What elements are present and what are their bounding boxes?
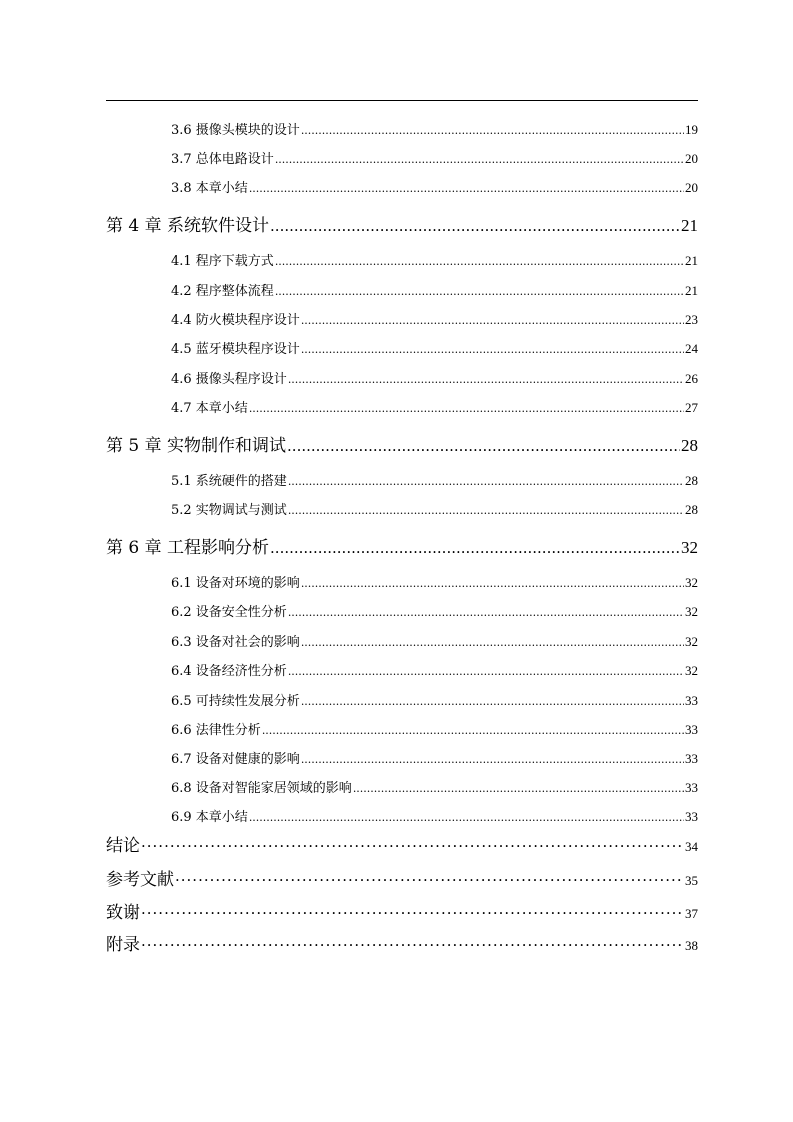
toc-leader (301, 313, 684, 328)
toc-entry-title: 5.2 实物调试与测试 (171, 503, 287, 518)
toc-leader (270, 216, 680, 236)
toc-entry-title: 参考文献 (106, 870, 174, 890)
toc-entry-title: 6.2 设备安全性分析 (171, 605, 287, 620)
toc-leader (249, 810, 684, 825)
toc-leader (353, 781, 684, 796)
toc-entry-page: 28 (685, 473, 698, 488)
toc-entry-title: 3.6 摄像头模块的设计 (171, 123, 300, 138)
toc-entry[interactable] (171, 719, 698, 739)
toc-leader (301, 123, 684, 138)
toc-entry-page: 33 (685, 751, 698, 766)
toc-entry[interactable] (171, 338, 698, 358)
toc-entry[interactable] (171, 309, 698, 329)
toc-entry[interactable] (171, 470, 698, 490)
toc-leader (287, 436, 680, 456)
toc-leader (288, 372, 684, 387)
toc-entry-title: 6.8 设备对智能家居领域的影响 (171, 781, 352, 796)
toc-entry-page: 33 (685, 693, 698, 708)
toc-leader (141, 935, 684, 955)
toc-entry[interactable] (171, 119, 698, 139)
toc-entry-title: 6.1 设备对环境的影响 (171, 576, 300, 591)
toc-entry[interactable] (171, 690, 698, 710)
toc-backmatter-entry[interactable] (106, 865, 698, 889)
toc-entry-title: 6.7 设备对健康的影响 (171, 752, 300, 767)
toc-entry-page: 19 (685, 122, 698, 137)
toc-entry-page: 32 (681, 538, 698, 557)
toc-entry-title: 附录 (106, 935, 140, 955)
toc-leader (288, 605, 684, 620)
toc-entry-page: 37 (685, 906, 698, 921)
toc-leader (275, 254, 684, 269)
toc-leader (301, 342, 684, 357)
toc-entry-page: 32 (685, 634, 698, 649)
toc-entry-title: 6.9 本章小结 (171, 810, 248, 825)
toc-entry[interactable] (171, 806, 698, 826)
toc-leader (249, 181, 684, 196)
toc-entry[interactable] (171, 148, 698, 168)
toc-entry[interactable] (171, 631, 698, 651)
toc-leader (141, 903, 684, 923)
toc-entry-title: 4.4 防火模块程序设计 (171, 313, 300, 328)
toc-entry[interactable] (171, 748, 698, 768)
toc-chapter-entry[interactable] (106, 431, 698, 455)
toc-leader (270, 538, 680, 558)
toc-entry[interactable] (171, 177, 698, 197)
toc-entry[interactable] (171, 499, 698, 519)
toc-entry-title: 4.7 本章小结 (171, 401, 248, 416)
toc-leader (301, 694, 684, 709)
toc-entry-page: 28 (685, 502, 698, 517)
toc-entry-page: 32 (685, 575, 698, 590)
toc-entry-title: 3.7 总体电路设计 (171, 152, 274, 167)
toc-entry[interactable] (171, 250, 698, 270)
toc-entry[interactable] (171, 368, 698, 388)
toc-entry[interactable] (171, 397, 698, 417)
toc-leader (288, 664, 684, 679)
toc-entry-page: 33 (685, 809, 698, 824)
toc-leader (141, 836, 684, 856)
toc-leader (275, 152, 684, 167)
header-rule (106, 100, 698, 101)
toc-entry-page: 26 (685, 371, 698, 386)
toc-leader (262, 723, 684, 738)
toc-entry-page: 20 (685, 180, 698, 195)
toc-entry[interactable] (171, 572, 698, 592)
toc-entry-page: 32 (685, 604, 698, 619)
toc-entry[interactable] (171, 777, 698, 797)
toc-entry-page: 28 (681, 436, 698, 455)
toc-entry-title: 5.1 系统硬件的搭建 (171, 474, 287, 489)
toc-leader (275, 284, 684, 299)
toc-entry[interactable] (171, 660, 698, 680)
toc-entry-page: 32 (685, 663, 698, 678)
toc-entry-page: 35 (685, 873, 698, 888)
toc-entry-title: 第 6 章 工程影响分析 (106, 538, 270, 558)
toc-entry-title: 6.5 可持续性发展分析 (171, 694, 300, 709)
toc-entry-page: 34 (685, 839, 698, 854)
toc-backmatter-entry[interactable] (106, 898, 698, 922)
toc-leader (301, 752, 684, 767)
toc-entry-page: 20 (685, 151, 698, 166)
toc-entry[interactable] (171, 280, 698, 300)
toc-entry-page: 33 (685, 722, 698, 737)
toc-entry-title: 致谢 (106, 903, 140, 923)
toc-entry-title: 4.2 程序整体流程 (171, 284, 274, 299)
toc-chapter-entry[interactable] (106, 533, 698, 557)
toc-leader (175, 870, 684, 890)
toc-leader (249, 401, 684, 416)
toc-leader (301, 576, 684, 591)
toc-entry-page: 38 (685, 938, 698, 953)
toc-backmatter-entry[interactable] (106, 831, 698, 855)
toc-leader (288, 474, 684, 489)
toc-entry-title: 4.1 程序下载方式 (171, 254, 274, 269)
toc-entry-page: 33 (685, 780, 698, 795)
toc-leader (301, 635, 684, 650)
toc-entry-title: 结论 (106, 836, 140, 856)
toc-entry-page: 23 (685, 312, 698, 327)
toc-entry-title: 6.3 设备对社会的影响 (171, 635, 300, 650)
toc-entry-page: 24 (685, 341, 698, 356)
toc-entry-title: 3.8 本章小结 (171, 181, 248, 196)
toc-entry-title: 4.6 摄像头程序设计 (171, 372, 287, 387)
toc-entry-page: 21 (685, 283, 698, 298)
toc-entry-title: 第 5 章 实物制作和调试 (106, 436, 287, 456)
toc-entry-title: 4.5 蓝牙模块程序设计 (171, 342, 300, 357)
toc-entry-title: 第 4 章 系统软件设计 (106, 216, 270, 236)
toc-leader (288, 503, 684, 518)
toc-chapter-entry[interactable] (106, 211, 698, 235)
toc-entry-page: 21 (681, 216, 698, 235)
toc-entry[interactable] (171, 601, 698, 621)
toc-backmatter-entry[interactable] (106, 930, 698, 954)
toc-entry-title: 6.6 法律性分析 (171, 723, 261, 738)
toc-entry-page: 27 (685, 400, 698, 415)
toc-entry-title: 6.4 设备经济性分析 (171, 664, 287, 679)
toc-entry-page: 21 (685, 253, 698, 268)
